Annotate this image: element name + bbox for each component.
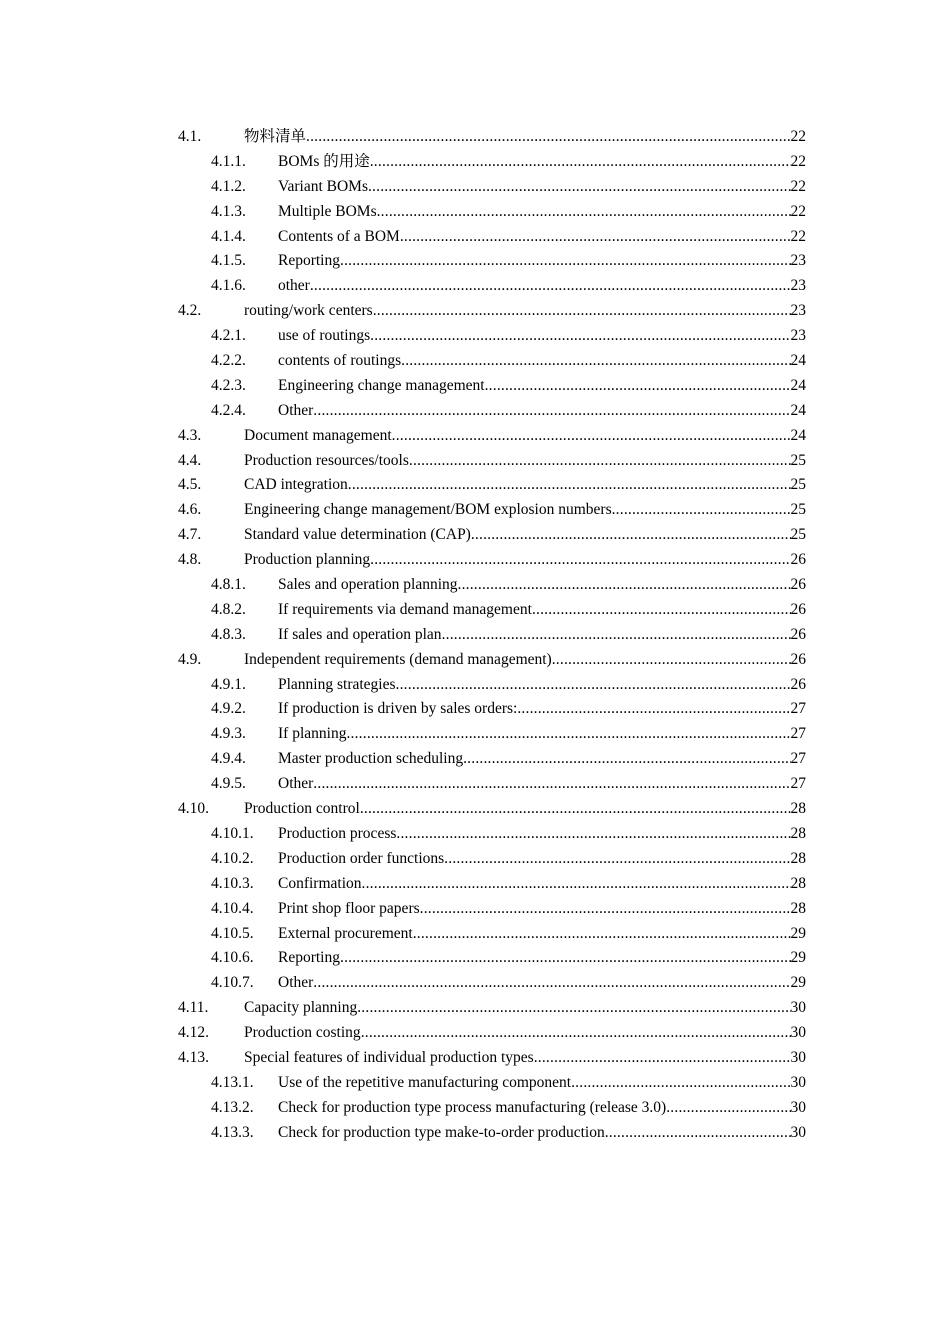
toc-entry[interactable] — [178, 623, 806, 648]
toc-entry-title: Reporting — [278, 252, 340, 270]
toc-entry-number: 4.13.2. — [211, 1098, 254, 1116]
toc-dot-leader — [362, 872, 791, 897]
toc-entry[interactable] — [178, 249, 806, 274]
toc-dot-leader — [409, 449, 791, 474]
toc-entry-title: use of routings — [278, 327, 371, 345]
toc-entry[interactable] — [178, 274, 806, 299]
toc-entry-page-number: 26 — [790, 675, 806, 693]
toc-entry[interactable] — [178, 324, 806, 349]
toc-entry[interactable] — [178, 374, 806, 399]
toc-entry-number: 4.1.2. — [211, 177, 246, 195]
toc-entry-number: 4.10.7. — [211, 974, 254, 992]
toc-entry[interactable] — [178, 747, 806, 772]
toc-entry-title: Production process — [278, 824, 397, 842]
toc-entry[interactable] — [178, 175, 806, 200]
toc-entry[interactable] — [178, 523, 806, 548]
toc-entry-title: Independent requirements (demand management) — [244, 650, 552, 668]
toc-entry-title: Standard value determination (CAP) — [244, 526, 471, 544]
toc-entry-title: Production control — [244, 800, 360, 818]
toc-dot-leader — [368, 175, 791, 200]
toc-entry-page-number: 28 — [790, 849, 806, 867]
toc-entry[interactable] — [178, 498, 806, 523]
toc-entry-title: Use of the repetitive manufacturing component — [278, 1073, 572, 1091]
toc-entry-page-number: 27 — [790, 700, 806, 718]
toc-entry-number: 4.2. — [178, 302, 202, 320]
toc-entry-number: 4.9.1. — [211, 675, 246, 693]
toc-entry-number: 4.10.1. — [211, 824, 254, 842]
toc-entry-page-number: 22 — [790, 128, 806, 145]
toc-dot-leader — [534, 1046, 791, 1071]
toc-entry-number: 4.7. — [178, 526, 202, 544]
toc-entry-page-number: 24 — [790, 401, 806, 419]
toc-entry[interactable] — [178, 648, 806, 673]
toc-entry-page-number: 25 — [790, 526, 806, 544]
toc-entry-number: 4.8.2. — [211, 600, 246, 618]
toc-entry-page-number: 26 — [790, 551, 806, 569]
toc-dot-leader — [313, 772, 790, 797]
toc-entry-number: 4.9.4. — [211, 750, 246, 768]
toc-dot-leader — [413, 922, 791, 947]
toc-entry-page-number: 23 — [790, 277, 806, 295]
toc-entry-page-number: 27 — [790, 775, 806, 793]
toc-entry-page-number: 29 — [790, 949, 806, 967]
toc-dot-leader — [517, 697, 790, 722]
toc-entry-title: Reporting — [278, 949, 340, 967]
toc-entry[interactable] — [178, 996, 806, 1021]
toc-entry[interactable] — [178, 125, 806, 150]
toc-entry[interactable] — [178, 722, 806, 747]
toc-entry[interactable] — [178, 897, 806, 922]
toc-dot-leader — [420, 897, 791, 922]
toc-entry-number: 4.10. — [178, 800, 209, 818]
toc-entry-page-number: 23 — [790, 327, 806, 345]
toc-entry-title: Production costing — [244, 1024, 361, 1042]
toc-entry-page-number: 27 — [790, 750, 806, 768]
toc-entry-number: 4.8.3. — [211, 625, 246, 643]
toc-entry[interactable] — [178, 822, 806, 847]
toc-dot-leader — [532, 598, 791, 623]
toc-entry[interactable] — [178, 1046, 806, 1071]
toc-dot-leader — [612, 498, 791, 523]
toc-entry-page-number: 26 — [790, 600, 806, 618]
toc-entry-title: Other — [278, 974, 314, 992]
toc-entry-page-number: 25 — [790, 476, 806, 494]
toc-entry-number: 4.9.5. — [211, 775, 246, 793]
toc-entry-page-number: 22 — [790, 152, 806, 170]
toc-entry-number: 4.2.1. — [211, 327, 246, 345]
toc-entry-number: 4.13.3. — [211, 1123, 254, 1141]
toc-dot-leader — [396, 822, 790, 847]
toc-dot-leader — [571, 1071, 790, 1096]
toc-entry-title: Capacity planning — [244, 999, 358, 1017]
toc-entry-number: 4.2.4. — [211, 401, 246, 419]
toc-entry[interactable] — [178, 299, 806, 324]
toc-entry[interactable] — [178, 225, 806, 250]
toc-dot-leader — [313, 399, 790, 424]
toc-entry-page-number: 25 — [790, 501, 806, 519]
toc-entry[interactable] — [178, 573, 806, 598]
toc-dot-leader — [458, 573, 791, 598]
toc-dot-leader — [361, 1021, 791, 1046]
toc-entry-title: routing/work centers — [244, 302, 373, 320]
toc-entry-page-number: 23 — [790, 302, 806, 320]
toc-entry[interactable] — [178, 971, 806, 996]
toc-entry-title: If requirements via demand management — [278, 600, 532, 618]
toc-entry-title: If sales and operation plan — [278, 625, 442, 643]
toc-dot-leader — [313, 971, 790, 996]
toc-entry-number: 4.1.4. — [211, 227, 246, 245]
toc-entry-page-number: 26 — [790, 650, 806, 668]
toc-entry[interactable] — [178, 797, 806, 822]
toc-dot-leader — [357, 996, 790, 1021]
toc-entry-title: Check for production type make-to-order production — [278, 1123, 605, 1141]
toc-entry[interactable] — [178, 1021, 806, 1046]
toc-entry-number: 4.6. — [178, 501, 202, 519]
toc-entry-page-number: 28 — [790, 800, 806, 818]
toc-entry[interactable] — [178, 150, 806, 175]
toc-entry-number: 4.13. — [178, 1048, 209, 1066]
toc-entry-page-number: 28 — [790, 899, 806, 917]
toc-entry[interactable] — [178, 673, 806, 698]
toc-entry[interactable] — [178, 1121, 806, 1146]
toc-entry-number: 4.4. — [178, 451, 202, 469]
toc-entry-title: Confirmation — [278, 874, 362, 892]
toc-entry[interactable] — [178, 847, 806, 872]
toc-entry-number: 4.1.3. — [211, 202, 246, 220]
toc-entry-page-number: 30 — [790, 999, 806, 1017]
toc-entry-page-number: 22 — [790, 227, 806, 245]
toc-entry-title: Production planning — [244, 551, 371, 569]
toc-entry-title: Multiple BOMs — [278, 202, 377, 220]
toc-dot-leader — [340, 946, 791, 971]
toc-dot-leader — [442, 623, 791, 648]
toc-entry-title: Contents of a BOM — [278, 227, 400, 245]
toc-entry[interactable] — [178, 548, 806, 573]
toc-entry-page-number: 22 — [790, 202, 806, 220]
toc-dot-leader — [377, 200, 791, 225]
toc-dot-leader — [340, 249, 791, 274]
toc-entry-title: Variant BOMs — [278, 177, 368, 195]
toc-entry-title: BOMs 的用途 — [278, 152, 370, 170]
toc-entry-title: Other — [278, 775, 314, 793]
toc-entry-page-number: 26 — [790, 625, 806, 643]
toc-entry-number: 4.11. — [178, 999, 209, 1017]
toc-dot-leader — [471, 523, 791, 548]
toc-entry-page-number: 28 — [790, 824, 806, 842]
toc-entry[interactable] — [178, 1096, 806, 1121]
toc-entry-number: 4.9. — [178, 650, 202, 668]
toc-entry-title: Sales and operation planning — [278, 576, 458, 594]
toc-entry-title: Production resources/tools — [244, 451, 409, 469]
toc-entry[interactable] — [178, 473, 806, 498]
toc-entry[interactable] — [178, 697, 806, 722]
toc-dot-leader — [400, 225, 791, 250]
toc-entry[interactable] — [178, 424, 806, 449]
toc-entry-title: Other — [278, 401, 314, 419]
toc-entry-number: 4.8. — [178, 551, 202, 569]
toc-entry[interactable] — [178, 349, 806, 374]
toc-dot-leader — [485, 374, 791, 399]
toc-entry-page-number: 22 — [790, 177, 806, 195]
toc-entry-number: 4.1.5. — [211, 252, 246, 270]
toc-entry-page-number: 30 — [790, 1048, 806, 1066]
toc-dot-leader — [370, 150, 791, 175]
toc-entry-number: 4.8.1. — [211, 576, 246, 594]
toc-entry-number: 4.10.6. — [211, 949, 254, 967]
toc-dot-leader — [306, 125, 790, 150]
toc-entry[interactable] — [178, 598, 806, 623]
toc-entry-title: External procurement — [278, 924, 413, 942]
toc-entry-page-number: 27 — [790, 725, 806, 743]
toc-entry-title: 物料清单 — [244, 128, 307, 145]
toc-dot-leader — [310, 274, 791, 299]
toc-entry-number: 4.10.5. — [211, 924, 254, 942]
toc-entry[interactable] — [178, 399, 806, 424]
toc-entry-number: 4.9.2. — [211, 700, 246, 718]
toc-entry-number: 4.12. — [178, 1024, 209, 1042]
toc-entry-title: Engineering change management — [278, 376, 485, 394]
toc-dot-leader — [552, 648, 791, 673]
toc-entry-page-number: 30 — [790, 1098, 806, 1116]
toc-entry-number: 4.1.6. — [211, 277, 246, 295]
toc-entry-title: CAD integration — [244, 476, 348, 494]
toc-entry-title: Engineering change management/BOM explosion numbers — [244, 501, 612, 519]
toc-entry-number: 4.13.1. — [211, 1073, 254, 1091]
toc-entry-title: Print shop floor papers — [278, 899, 420, 917]
toc-dot-leader — [348, 473, 791, 498]
toc-dot-leader — [392, 424, 791, 449]
toc-entry-number: 4.9.3. — [211, 725, 246, 743]
toc-entry-page-number: 29 — [790, 924, 806, 942]
toc-entry-page-number: 24 — [790, 376, 806, 394]
toc-entry[interactable] — [178, 200, 806, 225]
toc-entry-title: Master production scheduling — [278, 750, 464, 768]
toc-entry-title: Check for production type process manufacturing (release 3.0) — [278, 1098, 667, 1116]
toc-entry-page-number: 28 — [790, 874, 806, 892]
toc-entry-page-number: 26 — [790, 576, 806, 594]
toc-entry-page-number: 23 — [790, 252, 806, 270]
toc-entry-title: Special features of individual production types — [244, 1048, 534, 1066]
toc-dot-leader — [360, 797, 791, 822]
toc-entry[interactable] — [178, 1071, 806, 1096]
toc-dot-leader — [463, 747, 790, 772]
toc-dot-leader — [370, 324, 790, 349]
toc-entry[interactable] — [178, 946, 806, 971]
toc-dot-leader — [396, 673, 791, 698]
toc-entry-title: Planning strategies — [278, 675, 396, 693]
toc-entry[interactable] — [178, 772, 806, 797]
toc-entry-page-number: 25 — [790, 451, 806, 469]
toc-entry-title: contents of routings — [278, 352, 402, 370]
toc-entry-title: Production order functions — [278, 849, 445, 867]
toc-entry-page-number: 24 — [790, 426, 806, 444]
toc-entry-title: other — [278, 277, 310, 295]
toc-entry-title: Document management — [244, 426, 392, 444]
toc-dot-leader — [444, 847, 790, 872]
toc-entry-number: 4.5. — [178, 476, 202, 494]
toc-entry-title: If production is driven by sales orders: — [278, 700, 518, 718]
toc-entry-number: 4.10.4. — [211, 899, 254, 917]
toc-entry-page-number: 24 — [790, 352, 806, 370]
toc-entry-page-number: 30 — [790, 1024, 806, 1042]
toc-entry-number: 4.10.2. — [211, 849, 254, 867]
toc-entry-number: 4.3. — [178, 426, 202, 444]
toc-dot-leader — [605, 1121, 791, 1146]
toc-entry[interactable] — [178, 449, 806, 474]
toc-dot-leader — [401, 349, 790, 374]
toc-entry-page-number: 30 — [790, 1073, 806, 1091]
toc-entry[interactable] — [178, 922, 806, 947]
toc-entry-number: 4.1.1. — [211, 152, 246, 170]
toc-entry-number: 4.2.3. — [211, 376, 246, 394]
toc-entry-page-number: 29 — [790, 974, 806, 992]
toc-dot-leader — [373, 299, 791, 324]
table-of-contents — [178, 125, 806, 1146]
toc-dot-leader — [666, 1096, 790, 1121]
toc-entry-number: 4.10.3. — [211, 874, 254, 892]
toc-entry[interactable] — [178, 872, 806, 897]
toc-entry-title: If planning — [278, 725, 347, 743]
toc-entry-number: 4.1. — [178, 128, 202, 145]
toc-dot-leader — [346, 722, 790, 747]
toc-entry-number: 4.2.2. — [211, 352, 246, 370]
toc-entry-page-number: 30 — [790, 1123, 806, 1141]
toc-dot-leader — [370, 548, 790, 573]
